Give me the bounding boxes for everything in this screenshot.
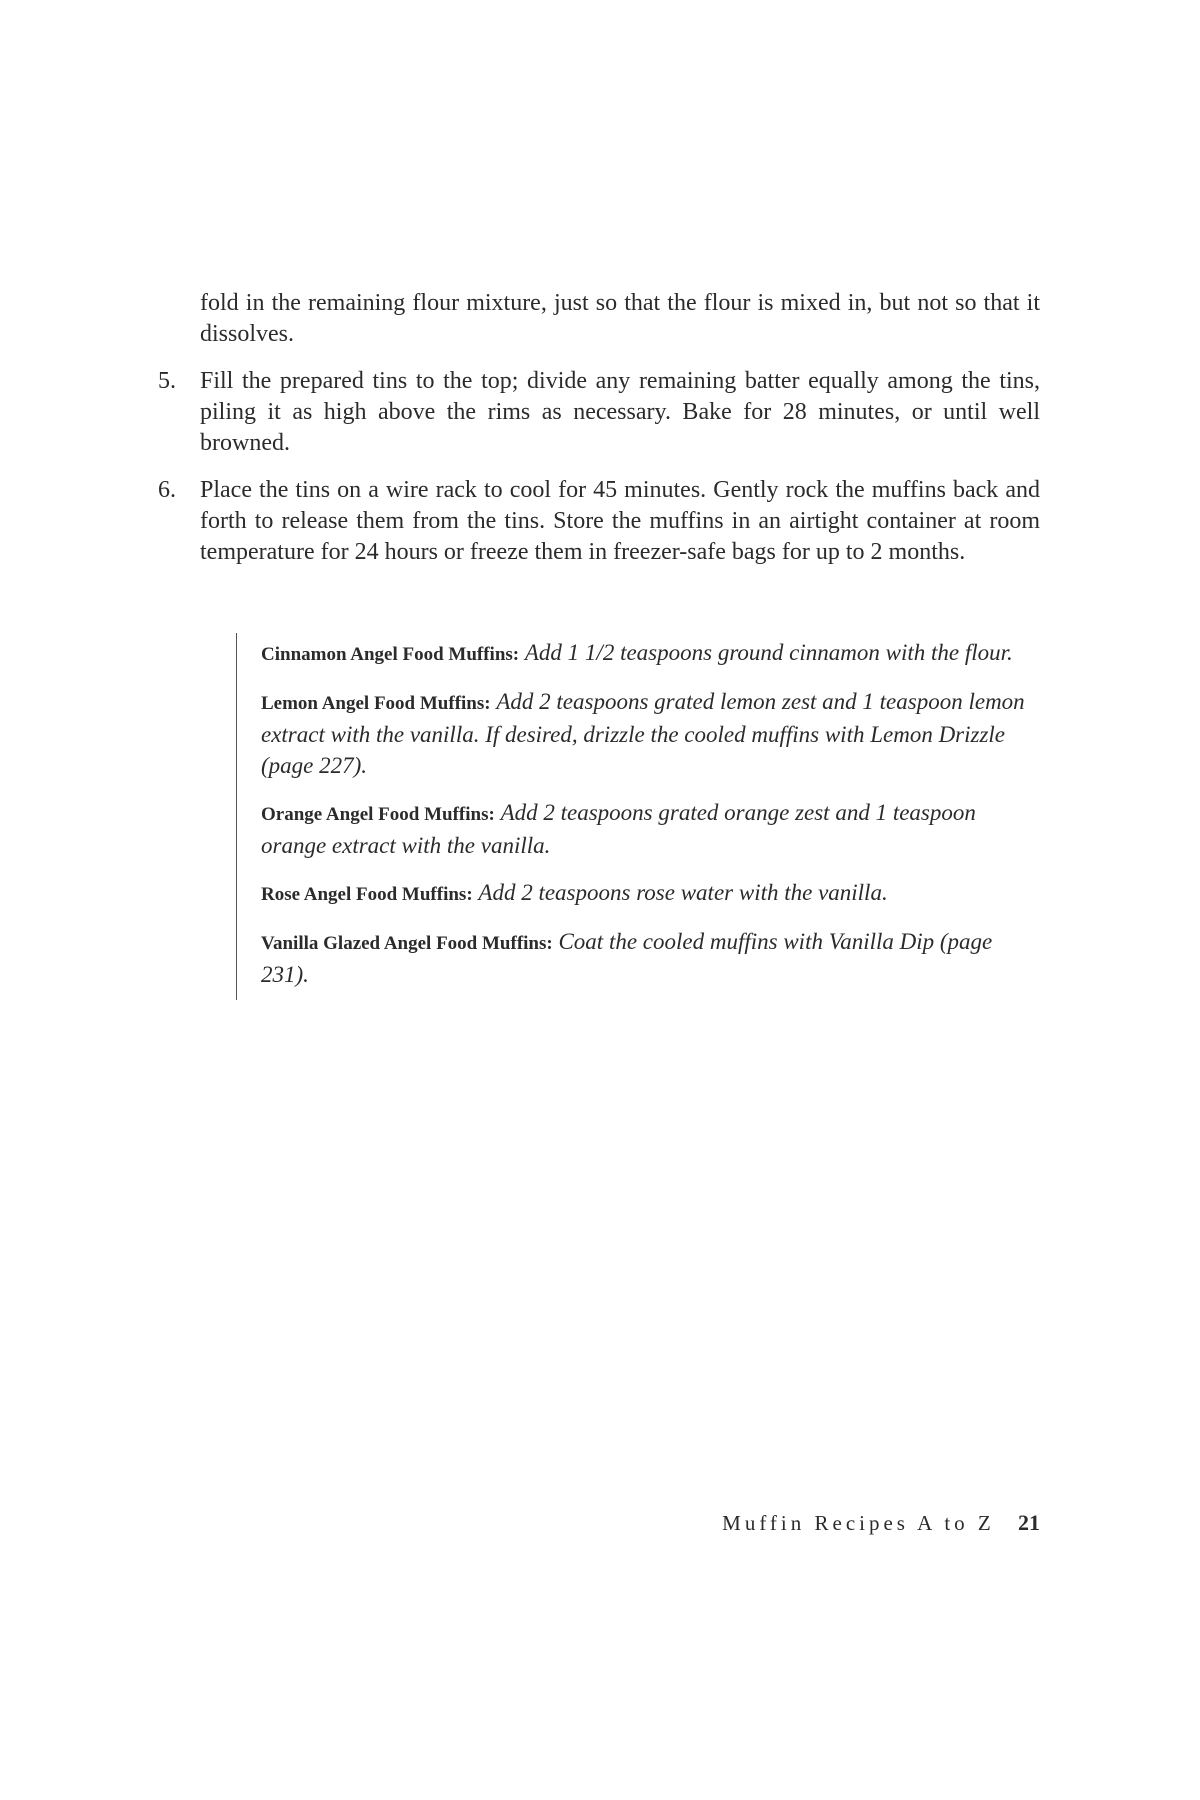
variation-text: Add 1 1/2 teaspoons ground cinnamon with the flour. [524, 640, 1013, 665]
step-text: Fill the prepared tins to the top; divide any remaining batter equally among the tins, piling it as high above the rims as necessary. Bake for 28 minutes, or until well browned. [200, 368, 1040, 456]
variation-name: Vanilla Glazed Angel Food Muffins: [261, 933, 553, 954]
variation-name: Lemon Angel Food Muffins: [261, 693, 491, 714]
page-footer [722, 1508, 1040, 1538]
step-continuation-text: fold in the remaining flour mixture, just so that the flour is mixed in, but not so that it dissolves. [200, 290, 1040, 347]
variation-text: Coat the cooled muffins with Vanilla Dip (page 231). [261, 929, 993, 987]
recipe-step [158, 366, 1040, 459]
variation-item [261, 926, 1027, 990]
step-number: 6. [158, 477, 176, 503]
variation-item [261, 637, 1027, 670]
page-number: 21 [1018, 1510, 1040, 1535]
running-head: Muffin Recipes A to Z [722, 1511, 995, 1535]
variation-text: Add 2 teaspoons grated orange zest and 1 teaspoon orange extract with the vanilla. [261, 800, 976, 858]
step-text: Place the tins on a wire rack to cool for 45 minutes. Gently rock the muffins back and forth to release them from the tins. Store the muffins in an airtight container at room temperature for 24 hours or freeze them in freezer-safe bags for up to 2 months. [200, 477, 1040, 565]
recipe-steps [158, 366, 1040, 584]
variation-item [261, 877, 1027, 910]
step-number: 5. [158, 368, 176, 394]
variation-text: Add 2 teaspoons grated lemon zest and 1 teaspoon lemon extract with the vanilla. If desired, drizzle the cooled muffins with Lemon Drizzle (page 227). [261, 689, 1025, 778]
variation-name: Cinnamon Angel Food Muffins: [261, 644, 520, 665]
variation-name: Orange Angel Food Muffins: [261, 804, 495, 825]
variation-name: Rose Angel Food Muffins: [261, 884, 473, 905]
recipe-variations [236, 633, 1027, 1000]
recipe-step [158, 475, 1040, 568]
variation-text: Add 2 teaspoons rose water with the vanilla. [478, 880, 888, 905]
variation-item [261, 797, 1027, 861]
variation-item [261, 686, 1027, 781]
